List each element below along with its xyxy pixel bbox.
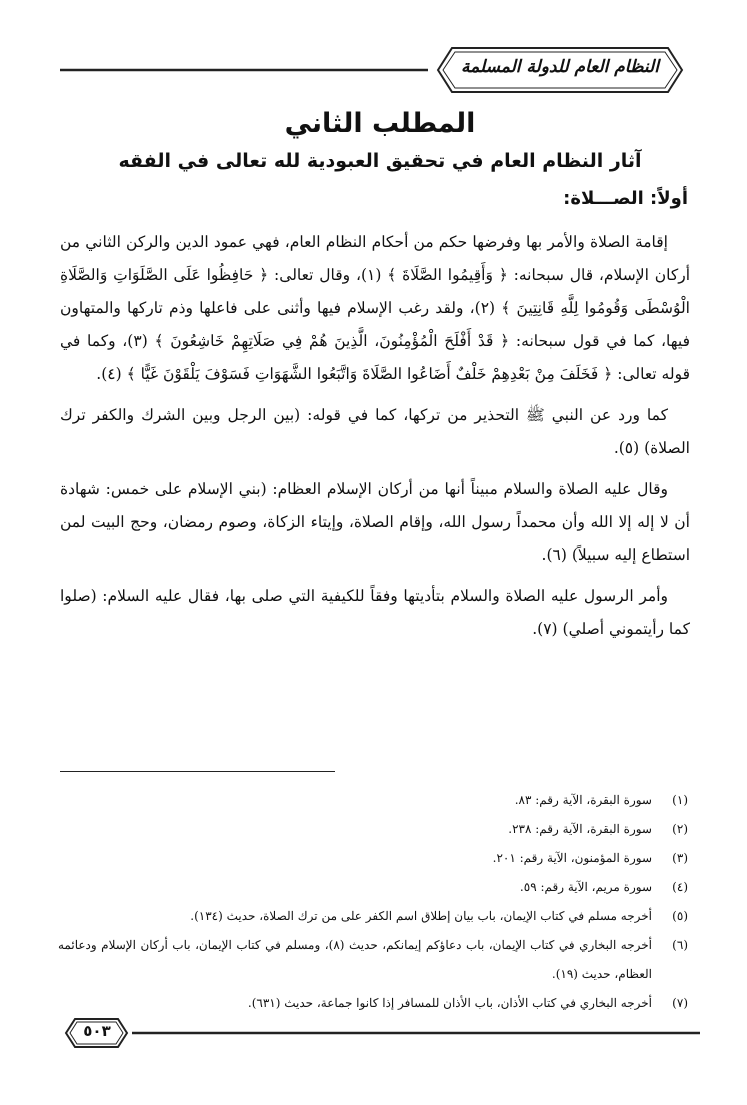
- paragraph: إقامة الصلاة والأمر بها وفرضها حكم من أحكام النظام العام، فهي عمود الدين والركن الثاني من أركان الإسلام، قال سبحانه: ﴿ وَأَقِيمُوا الصَّلَاةَ ﴾ (١)، وقال تعالى: ﴿ حَافِظُوا عَلَى الصَّلَوَاتِ وَالصَّلَاةِ الْوُسْطَى وَقُومُوا لِلَّهِ قَانِتِينَ ﴾ (٢)، ولقد رغب الإسلام فيها وأثنى على فاعلها وذم تاركها والمتهاون فيها، كما في قول سبحانه: ﴿ قَدْ أَفْلَحَ الْمُؤْمِنُونَ، الَّذِينَ هُمْ فِي صَلَاتِهِمْ خَاشِعُونَ ﴾ (٣)، وكما في قوله تعالى: ﴿ فَخَلَفَ مِنْ بَعْدِهِمْ خَلْفٌ أَضَاعُوا الصَّلَاةَ وَاتَّبَعُوا الشَّهَوَاتِ فَسَوْفَ يَلْقَوْنَ غَيًّا ﴾ (٤).: [60, 233, 691, 383]
- footnote-text: سورة المؤمنون، الآية رقم: ٢٠١.: [492, 851, 652, 865]
- paragraph: كما ورد عن النبي ﷺ التحذير من تركها، كما في قوله: (بين الرجل وبين الشرك والكفر ترك الصلاة) (٥).: [60, 406, 690, 457]
- footnote-item: [58, 873, 688, 902]
- footnote-text: أخرجه البخاري في كتاب الأذان، باب الأذان للمسافر إذا كانوا جماعة، حديث (٦٣١).: [247, 996, 652, 1010]
- footnote-text: سورة البقرة، الآية رقم: ٨٣.: [514, 793, 652, 807]
- footnote-number: (٢): [672, 822, 688, 836]
- footnote-text: أخرجه مسلم في كتاب الإيمان، باب بيان إطلاق اسم الكفر على من ترك الصلاة، حديث (١٣٤).: [190, 909, 652, 923]
- footnote-number: (٤): [672, 880, 688, 894]
- footnote-text: أخرجه البخاري في كتاب الإيمان، باب دعاؤكم إيمانكم، حديث (٨)، ومسلم في كتاب الإيمان، باب أركان الإسلام ودعائمه العظام، حديث (١٩).: [58, 938, 653, 981]
- footnote-separator: [60, 771, 335, 772]
- footnote-number: (٧): [672, 996, 688, 1010]
- footer-frame-ornament: [60, 1013, 700, 1053]
- section-subtitle: آثار النظام العام في تحقيق العبودية لله تعالى في الفقه: [118, 150, 642, 172]
- running-header: [60, 40, 700, 100]
- subsection-heading: أولاً: الصـــلاة:: [563, 188, 688, 209]
- page-footer: [60, 1013, 700, 1053]
- footnote-item: [58, 902, 688, 931]
- footnote-item: [58, 815, 688, 844]
- section-title: المطلب الثاني: [284, 108, 476, 139]
- footnote-number: (٥): [672, 909, 688, 923]
- running-title: النظام العام للدولة المسلمة: [461, 57, 659, 77]
- footnote-text: سورة مريم، الآية رقم: ٥٩.: [519, 880, 652, 894]
- body-text: [60, 226, 690, 654]
- footnotes: [58, 786, 688, 1018]
- paragraph: وقال عليه الصلاة والسلام مبيناً أنها من أركان الإسلام العظام: (بني الإسلام على خمس: شهادة أن لا إله إلا الله وأن محمداً رسول الله، وإقام الصلاة، وإيتاء الزكاة، وصوم رمضان، وحج البيت لمن استطاع إليه سبيلاً) (٦).: [60, 480, 690, 564]
- footnote-text: سورة البقرة، الآية رقم: ٢٣٨.: [508, 822, 652, 836]
- footnote-number: (٦): [672, 938, 688, 952]
- footnote-item: [58, 844, 688, 873]
- footnote-number: (١): [672, 793, 688, 807]
- footnote-item: [58, 786, 688, 815]
- footnote-number: (٣): [672, 851, 688, 865]
- footnote-item: [58, 931, 688, 989]
- paragraph: وأمر الرسول عليه الصلاة والسلام بتأديتها وفقاً للكيفية التي صلى بها، فقال عليه السلام: (صلوا كما رأيتموني أصلي) (٧).: [60, 587, 690, 638]
- page-number: ٥٠٣: [83, 1022, 111, 1040]
